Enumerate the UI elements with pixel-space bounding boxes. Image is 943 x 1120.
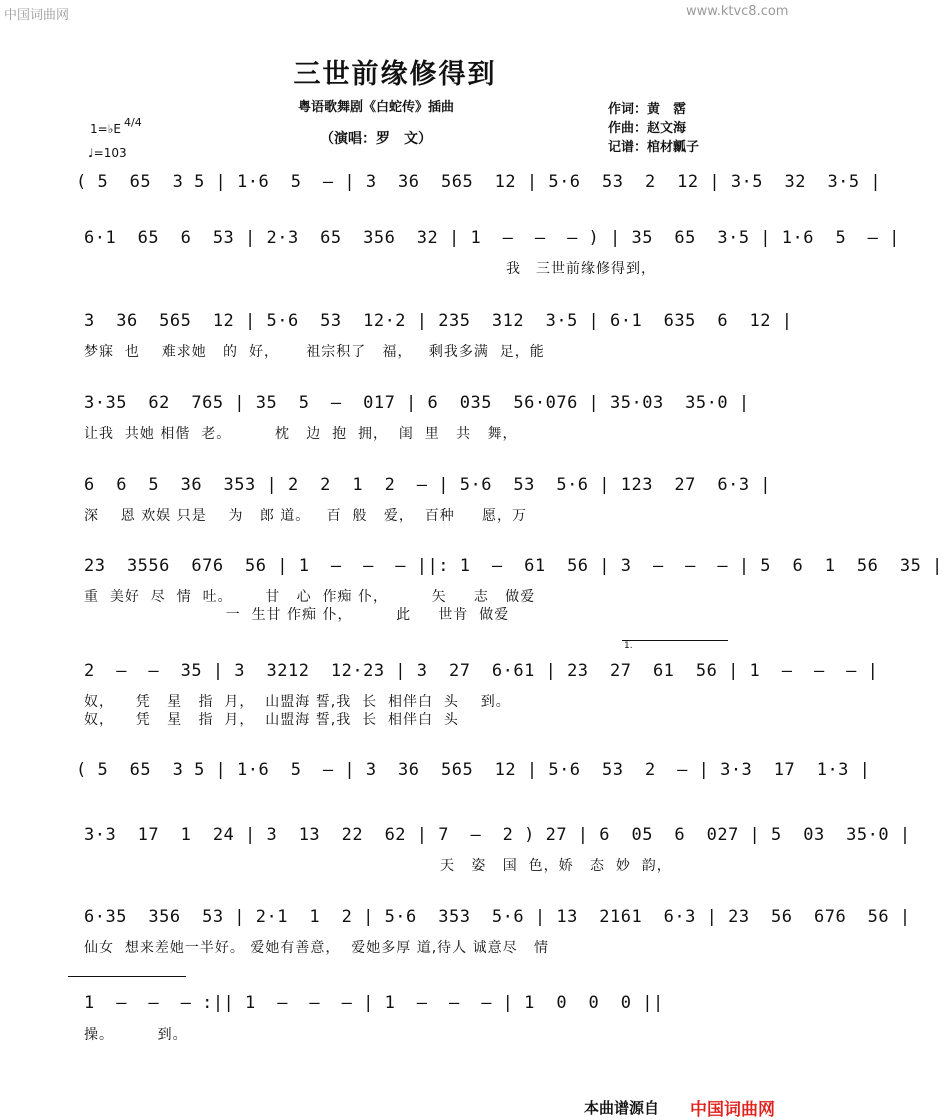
lyric-line-4: 让我 共她 相偕 老。 枕 边 抱 拥， 闺 里 共 舞， <box>84 426 518 442</box>
lyric-line-10: 仙女 想来差她一半好。 爱她有善意， 爱她多厚 道,待人 诚意尽 情 <box>84 940 549 956</box>
key-signature: 1=♭E <box>90 122 121 136</box>
ending-one-bracket <box>622 640 728 641</box>
score-line-6: 23 3556 676 56 | 1 – – – ||: 1 – 61 56 | 3 – – – | 5 6 1 56 35 | <box>84 556 943 576</box>
song-subtitle: 粤语歌舞剧《白蛇传》插曲 <box>298 100 455 115</box>
footer-source-label: 本曲谱源自 <box>584 1099 660 1117</box>
score-line-4: 3·35 62 765 | 35 5 – 017 | 6 035 56·076 | 35·03 35·0 | <box>84 393 750 413</box>
ending-bracket <box>68 976 186 977</box>
lyric-line-9: 天 姿 国 色，娇 态 妙 韵， <box>440 858 672 874</box>
song-title: 三世前缘修得到 <box>293 59 497 90</box>
score-line-8: ( 5 65 3 5 | 1·6 5 – | 3 36 565 12 | 5·6 53 2 – | 3·3 17 1·3 | <box>76 760 871 780</box>
score-line-10: 6·35 356 53 | 2·1 1 2 | 5·6 353 5·6 | 13 2161 6·3 | 23 56 676 56 | <box>84 907 911 927</box>
score-line-5: 6 6 5 36 353 | 2 2 1 2 – | 5·6 53 5·6 | 123 27 6·3 | <box>84 475 772 495</box>
score-line-9: 3·3 17 1 24 | 3 13 22 62 | 7 – 2 ) 27 | 6 05 6 027 | 5 03 35·0 | <box>84 825 911 845</box>
score-line-2: 6·1 65 6 53 | 2·3 65 356 32 | 1 – – – ) | 35 65 3·5 | 1·6 5 – | <box>84 228 900 248</box>
footer-site-link[interactable]: 中国词曲网 <box>690 1100 775 1120</box>
lyric-line-5: 深 恩 欢娱 只是 为 郎 道。 百 般 爱， 百种 愿，万 <box>84 508 528 524</box>
lyric-line-3: 梦寐 也 难求她 的 好， 祖宗积了 福， 剩我多满 足，能 <box>84 344 545 360</box>
score-line-11: 1 – – – :|| 1 – – – | 1 – – – | 1 0 0 0 || <box>84 993 664 1013</box>
lyric-line-11: 操。 到。 <box>84 1027 188 1043</box>
lyric-line-6b: 一 生甘 作痴 仆， 此 世肯 做爱 <box>84 607 510 623</box>
lyric-line-2: 我 三世前缘修得到， <box>506 261 656 277</box>
composer-credit: 作曲：赵文海 <box>608 121 687 136</box>
score-line-1: ( 5 65 3 5 | 1·6 5 – | 3 36 565 12 | 5·6 53 2 12 | 3·5 32 3·5 | <box>76 172 882 192</box>
score-line-7: 2 – – 35 | 3 3212 12·23 | 3 27 6·61 | 23 27 61 56 | 1 – – – | <box>84 661 879 681</box>
time-signature: 4/4 <box>124 116 142 129</box>
lyricist-credit: 作词：黄 霑 <box>608 102 687 117</box>
watermark-left: 中国词曲网 <box>4 8 70 23</box>
watermark-right[interactable]: www.ktvc8.com <box>686 4 789 19</box>
performer: （演唱：罗 文） <box>320 131 432 147</box>
lyric-line-6a: 重 美好 尽 情 吐。 甘 心 作痴 仆， 矢 志 做爱 <box>84 589 536 605</box>
score-line-3: 3 36 565 12 | 5·6 53 12·2 | 235 312 3·5 | 6·1 635 6 12 | <box>84 311 793 331</box>
transcriber-credit: 记谱：棺材瓤子 <box>608 140 700 155</box>
lyric-line-7b: 奴， 凭 星 指 月， 山盟海 誓,我 长 相伴白 头 <box>84 712 459 728</box>
lyric-line-7a: 奴， 凭 星 指 月， 山盟海 誓,我 长 相伴白 头 到。 <box>84 694 511 710</box>
ending-one-mark: 1. <box>624 641 633 651</box>
tempo-marking: ♩=103 <box>88 146 127 160</box>
